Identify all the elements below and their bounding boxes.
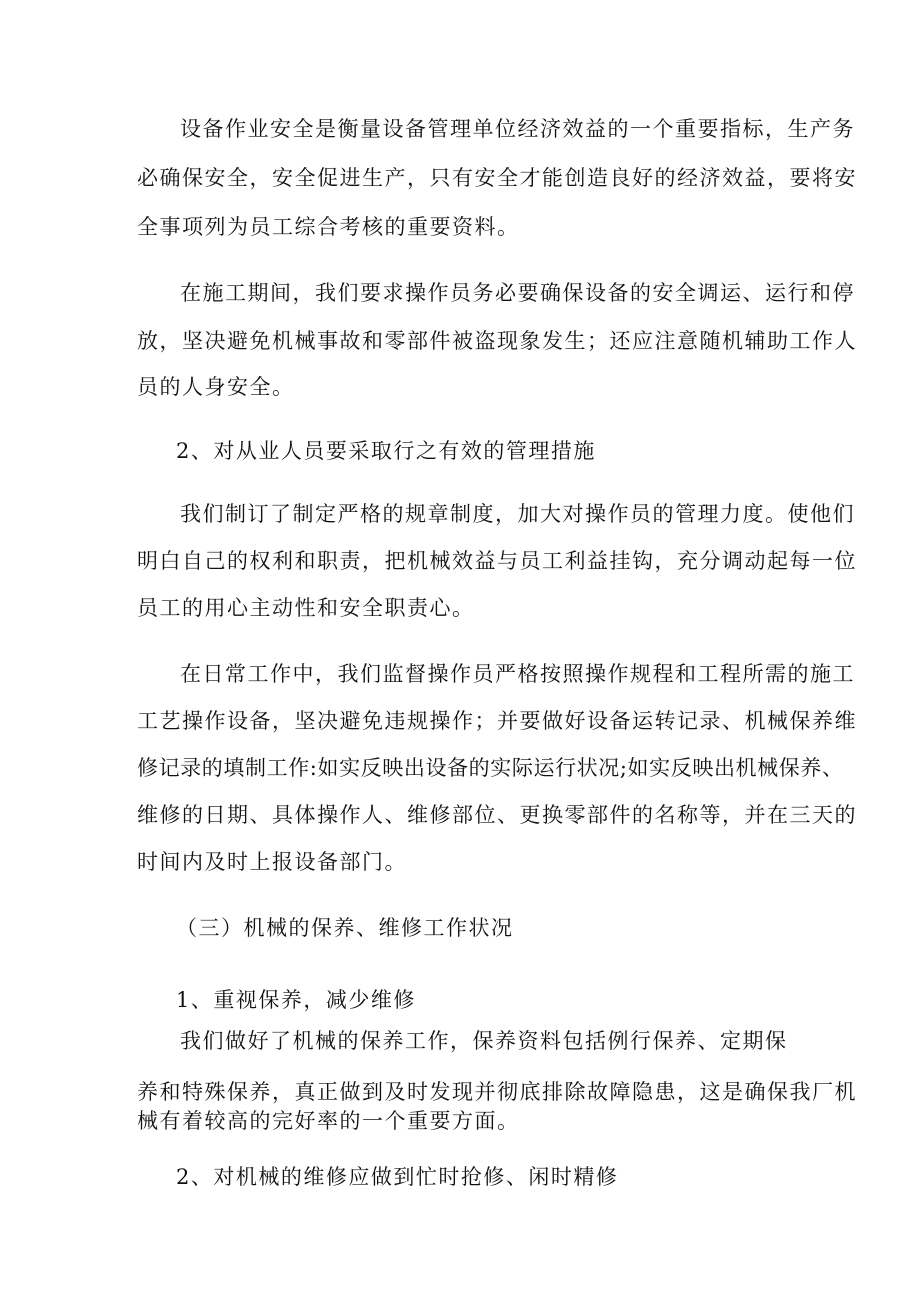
paragraph-4-line-3: 修记录的填制工作:如实反映出设备的实际运行状况;如实反映出机械保养、 (137, 756, 844, 780)
section-heading-management-measures: 2、对从业人员要采取行之有效的管理措施 (176, 439, 596, 463)
paragraph-5-line-2: 养和特殊保养，真正做到及时发现并彻底排除故障隐患，这是确保我厂机 (137, 1080, 857, 1104)
paragraph-4-line-2: 工艺操作设备，坚决避免违规操作；并要做好设备运转记录、机械保养维 (137, 709, 857, 733)
paragraph-3-line-3: 员工的用心主动性和安全职责心。 (137, 596, 475, 620)
paragraph-2-line-1: 在施工期间，我们要求操作员务必要确保设备的安全调运、运行和停 (180, 281, 855, 305)
paragraph-3-line-2: 明白自己的权利和职责，把机械效益与员工利益挂钩，充分调动起每一位 (137, 549, 857, 573)
paragraph-4-line-1: 在日常工作中，我们监督操作员严格按照操作规程和工程所需的施工 (180, 662, 855, 686)
paragraph-4-line-5: 时间内及时上报设备部门。 (137, 850, 407, 874)
paragraph-5-line-3: 械有着较高的完好率的一个重要方面。 (137, 1109, 520, 1133)
paragraph-2-line-2: 放，坚决避免机械事故和零部件被盗现象发生；还应注意随机辅助工作人 (137, 329, 857, 353)
paragraph-1-line-1: 设备作业安全是衡量设备管理单位经济效益的一个重要指标，生产务 (180, 117, 855, 141)
paragraph-1-line-3: 全事项列为员工综合考核的重要资料。 (137, 215, 520, 239)
paragraph-1-line-2: 必确保安全，安全促进生产，只有安全才能创造良好的经济效益，要将安 (137, 166, 857, 190)
paragraph-2-line-3: 员的人身安全。 (137, 375, 295, 399)
paragraph-4-line-4: 维修的日期、具体操作人、维修部位、更换零部件的名称等，并在三天的 (137, 803, 857, 827)
section-heading-maintenance-status: （三）机械的保养、维修工作状况 (176, 916, 514, 940)
subheading-repair-approach: 2、对机械的维修应做到忙时抢修、闲时精修 (176, 1165, 619, 1189)
subheading-maintenance-priority: 1、重视保养，减少维修 (176, 988, 416, 1012)
paragraph-5-line-1: 我们做好了机械的保养工作，保养资料包括例行保养、定期保 (180, 1029, 788, 1053)
paragraph-3-line-1: 我们制订了制定严格的规章制度，加大对操作员的管理力度。使他们 (180, 502, 855, 526)
